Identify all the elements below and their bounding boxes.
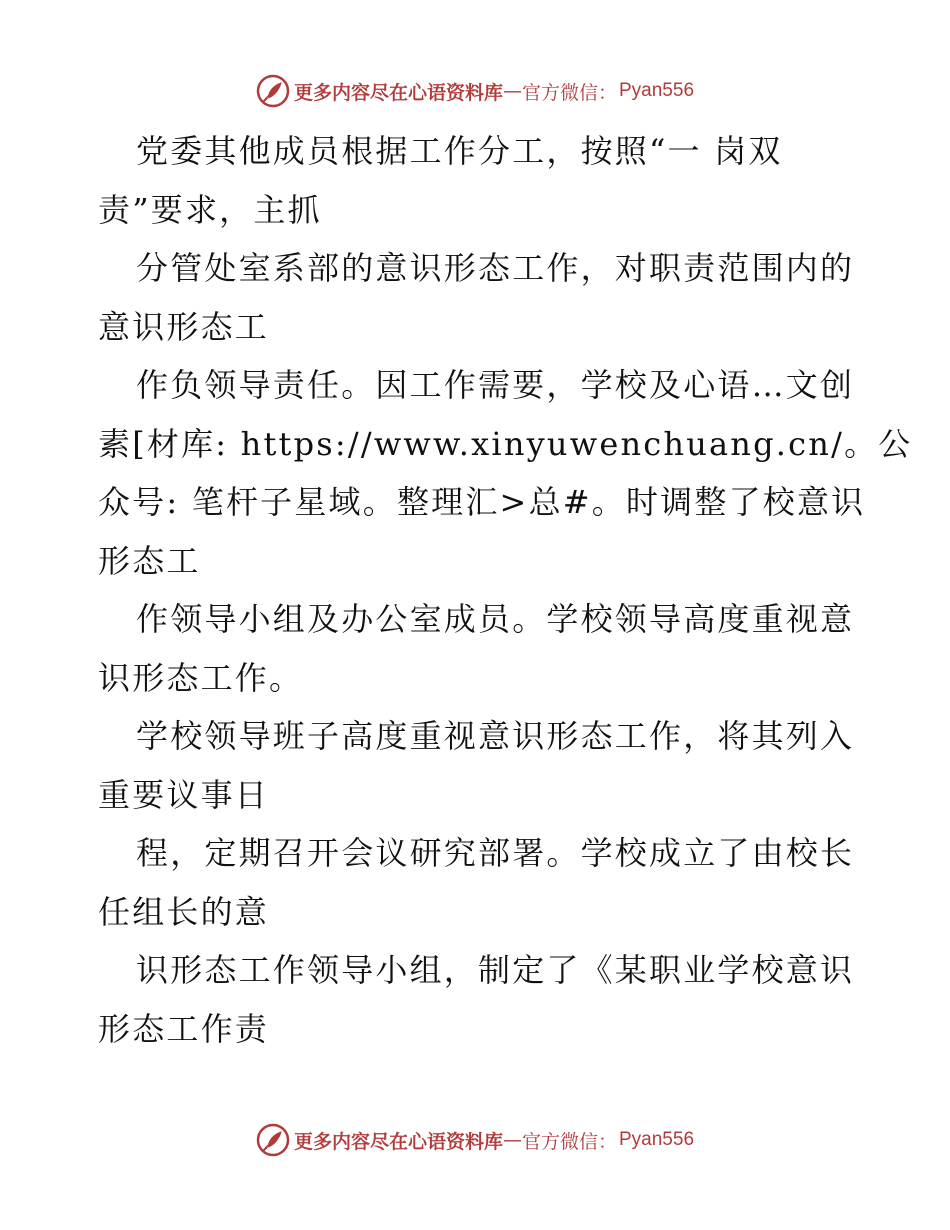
text-line: 形态工 (98, 541, 201, 580)
text-line: 形态工作责 (98, 1009, 270, 1048)
text-line: 作领导小组及办公室成员。学校领导高度重视意 (136, 600, 855, 638)
banner-wechat-label: 官方微信： (521, 1130, 617, 1153)
footer-banner (0, 1120, 950, 1160)
banner-wechat-id: Pyan556 (619, 80, 695, 101)
feather-pen-logo-icon (256, 74, 290, 108)
text-line: 重要议事日 (98, 775, 270, 814)
text-line: 众号: 笔杆子星域。整理汇>总#。时调整了校意识 (98, 483, 866, 521)
text-line: 意识形态工 (98, 307, 270, 346)
document-body (98, 122, 913, 1058)
text-line: 责”要求，主抓 (98, 190, 322, 229)
feather-pen-logo-icon (256, 1123, 290, 1157)
text-line: 素[材库: https://www.xinyuwenchuang.cn/。公 (98, 424, 913, 463)
text-line: 学校领导班子高度重视意识形态工作，将其列入 (136, 717, 855, 755)
text-line: 党委其他成员根据工作分工，按照“一 岗双 (136, 132, 783, 170)
banner-wechat-label: 官方微信： (521, 81, 617, 104)
banner-title: 更多内容尽在心语资料库 (293, 81, 503, 104)
banner-separator: — (502, 80, 522, 102)
text-line: 识形态工作。 (98, 658, 304, 697)
text-line: 识形态工作领导小组，制定了《某职业学校意识 (136, 951, 855, 989)
text-line: 任组长的意 (98, 892, 270, 931)
banner-wechat-id: Pyan556 (619, 1129, 695, 1150)
banner-separator: — (502, 1129, 522, 1151)
text-line: 作负领导责任。因工作需要，学校及心语…文创 (136, 366, 855, 404)
text-line: 分管处室系部的意识形态工作，对职责范围内的 (136, 249, 855, 287)
header-banner (0, 71, 950, 111)
text-line: 程，定期召开会议研究部署。学校成立了由校长 (136, 834, 855, 872)
banner-title: 更多内容尽在心语资料库 (293, 1130, 503, 1153)
